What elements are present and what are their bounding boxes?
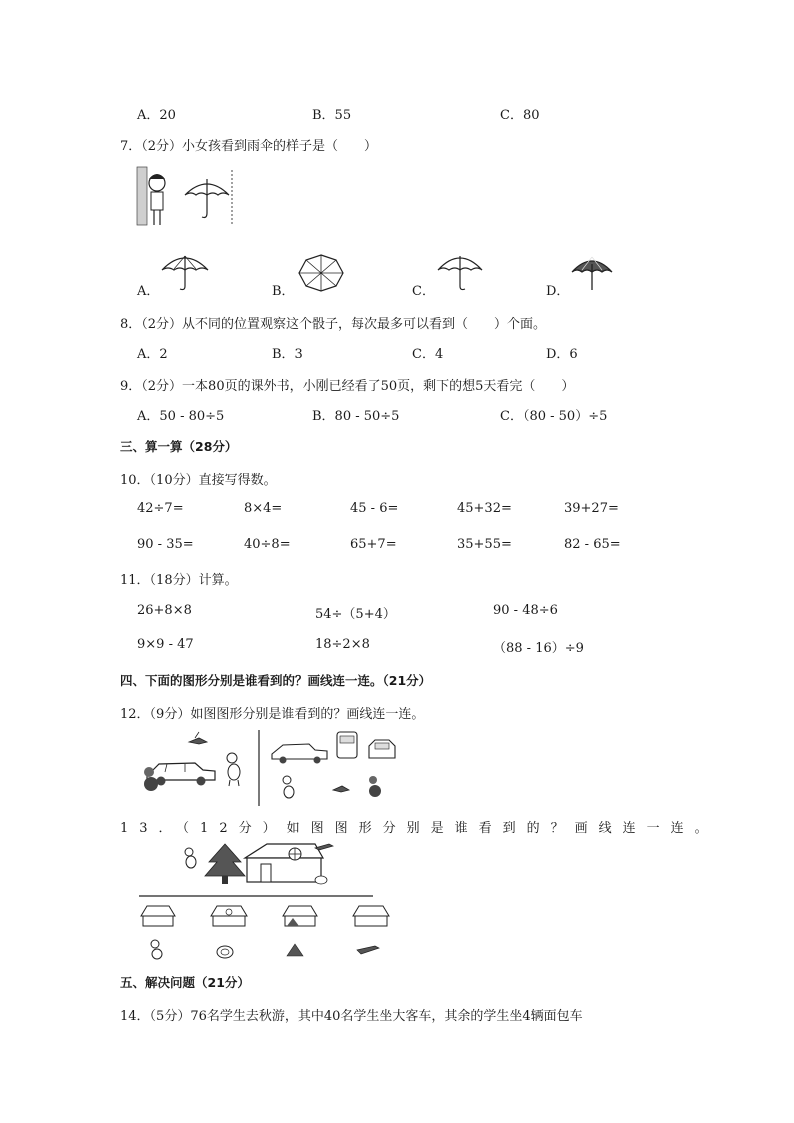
umbrella-dark-view-icon xyxy=(570,252,614,294)
q10-item: 82 - 65= xyxy=(564,537,621,552)
q6-option-b: B．55 xyxy=(312,108,352,123)
house-window-view-option-icon xyxy=(211,906,247,926)
tree-icon xyxy=(205,844,245,884)
q7-option-d: D． xyxy=(546,284,570,299)
airplane-icon xyxy=(315,844,333,850)
q9-option-c: C．（80 - 50）÷5 xyxy=(500,409,608,424)
q11-item: （88 - 16）÷9 xyxy=(493,641,584,656)
car-front-view-option-icon xyxy=(369,740,395,758)
q12-stem: 12．（9分）如图图形分别是谁看到的？画线连一连。 xyxy=(120,707,425,722)
q9-stem: 9．（2分）一本80页的课外书，小刚已经看了50页，剩下的想5天看完（ ） xyxy=(120,379,575,394)
umbrella-side-view-icon xyxy=(160,250,210,292)
q13-stem: 13．（12分）如图图形分别是谁看到的？画线连一连。 xyxy=(120,821,719,836)
q6-option-a: A．20 xyxy=(137,108,176,123)
q10-item: 45 - 6= xyxy=(350,501,399,516)
q10-item: 42÷7= xyxy=(137,501,184,516)
snail-icon xyxy=(315,876,327,884)
q10-item: 35+55= xyxy=(457,537,512,552)
q8-stem: 8．（2分）从不同的位置观察这个骰子，每次最多可以看到（ ）个面。 xyxy=(120,317,547,332)
q13-observation-figure xyxy=(137,840,397,965)
car-top-view-option-icon xyxy=(337,732,357,758)
cat-option-icon xyxy=(369,776,381,797)
q8-option-a: A．2 xyxy=(137,347,168,362)
dog-option-icon xyxy=(283,776,294,798)
snail-option-icon xyxy=(217,946,233,958)
house-tree-view-option-icon xyxy=(283,906,317,926)
section-4-heading: 四、下面的图形分别是谁看到的？画线连一连。（21分） xyxy=(120,673,432,688)
section-5-heading: 五、解决问题（21分） xyxy=(120,975,250,990)
tree-option-icon xyxy=(287,944,303,956)
q10-item: 8×4= xyxy=(244,501,283,516)
q7-stem: 7．（2分）小女孩看到雨伞的样子是（ ） xyxy=(120,139,378,154)
q10-item: 45+32= xyxy=(457,501,512,516)
house-icon xyxy=(245,844,323,882)
q7-option-c: C． xyxy=(412,284,435,299)
q10-item: 65+7= xyxy=(350,537,397,552)
q7-option-a: A． xyxy=(137,284,160,299)
q10-stem: 10．（10分）直接写得数。 xyxy=(120,473,277,488)
q6-option-c: C．80 xyxy=(500,108,540,123)
bird-icon xyxy=(189,732,207,744)
q11-item: 18÷2×8 xyxy=(315,637,370,652)
dog-icon xyxy=(227,753,240,786)
house-front-view-option-icon xyxy=(141,906,175,926)
girl-with-umbrella-figure xyxy=(137,165,237,230)
airplane-option-icon xyxy=(357,946,379,954)
car-side-view-option-icon xyxy=(272,744,327,764)
section-3-heading: 三、算一算（28分） xyxy=(120,439,238,454)
house-top-view-option-icon xyxy=(353,906,389,926)
umbrella-top-view-icon xyxy=(296,253,346,293)
dog-option-icon xyxy=(151,940,162,959)
q7-option-b: B． xyxy=(272,284,295,299)
q11-item: 9×9 - 47 xyxy=(137,637,194,652)
q10-item: 39+27= xyxy=(564,501,619,516)
q12-observation-figure xyxy=(137,728,397,808)
q11-item: 90 - 48÷6 xyxy=(493,603,558,618)
q8-option-b: B．3 xyxy=(272,347,303,362)
q10-item: 40÷8= xyxy=(244,537,291,552)
q9-option-b: B．80 - 50÷5 xyxy=(312,409,400,424)
q14-stem: 14．（5分）76名学生去秋游，其中40名学生坐大客车，其余的学生坐4辆面包车 xyxy=(120,1009,583,1024)
q11-item: 54÷（5+4） xyxy=(315,607,396,622)
umbrella-front-view-icon xyxy=(436,250,484,292)
dog-icon xyxy=(185,848,196,868)
q8-option-c: C．4 xyxy=(412,347,444,362)
q11-item: 26+8×8 xyxy=(137,603,192,618)
q8-option-d: D．6 xyxy=(546,347,578,362)
q10-item: 90 - 35= xyxy=(137,537,194,552)
q11-stem: 11．（18分）计算。 xyxy=(120,573,238,588)
bird-option-icon xyxy=(333,786,349,792)
q9-option-a: A．50 - 80÷5 xyxy=(137,409,225,424)
